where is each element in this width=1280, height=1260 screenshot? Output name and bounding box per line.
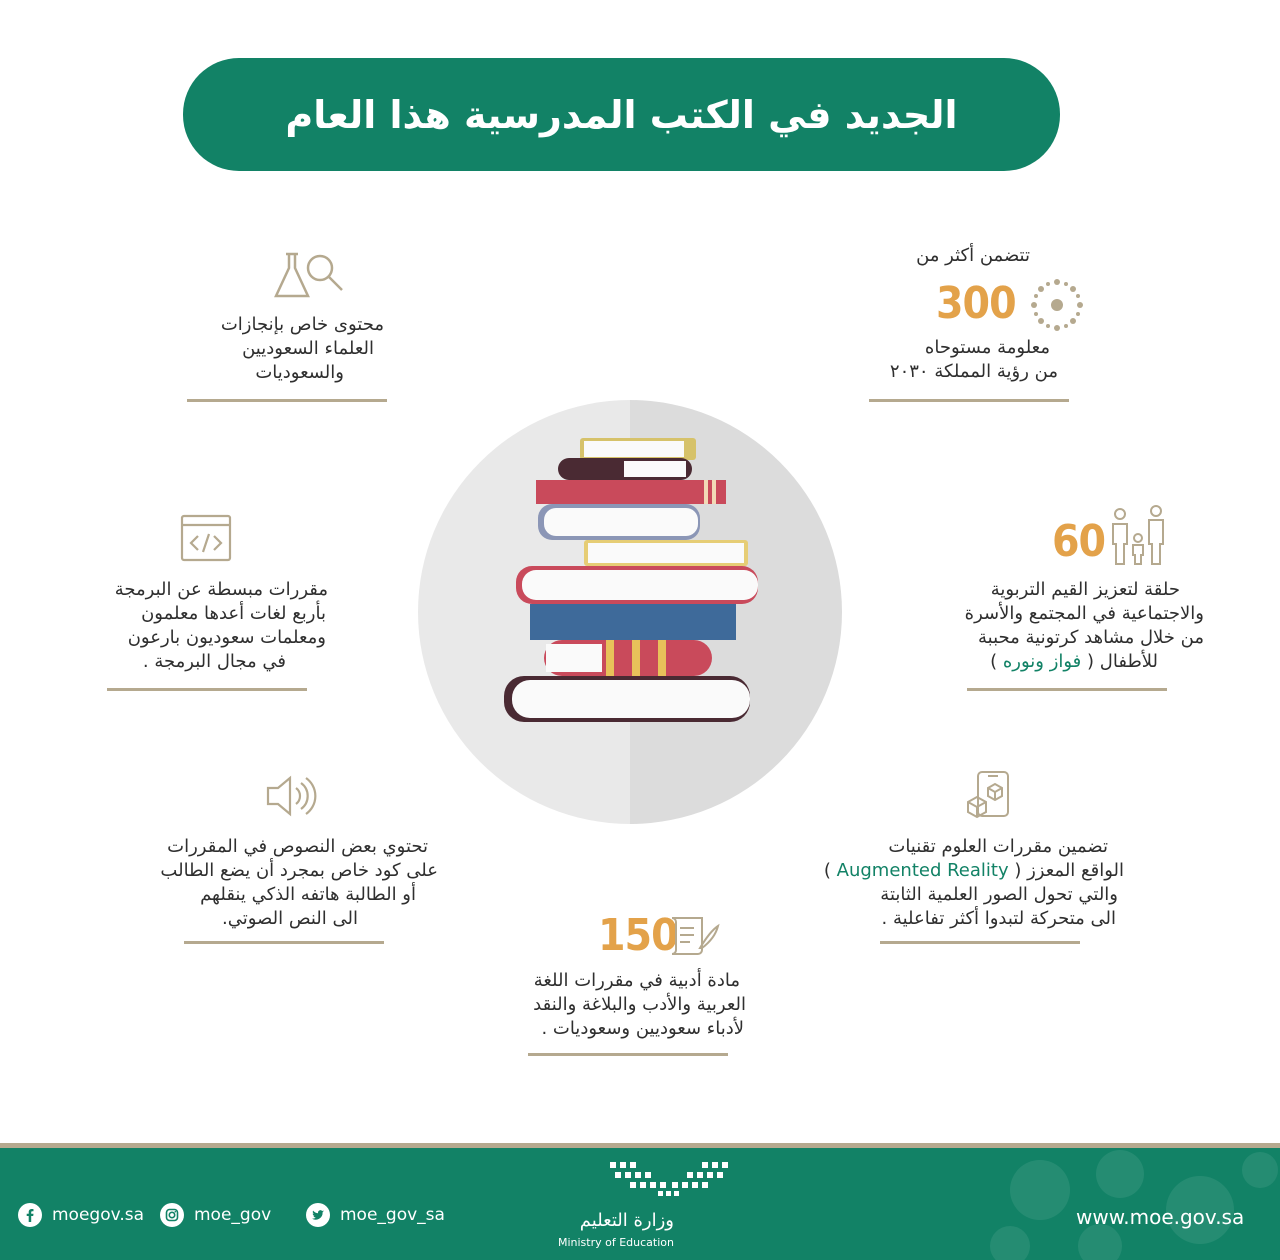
instagram-link[interactable] xyxy=(160,1203,271,1227)
footer-top-line xyxy=(0,1143,1280,1148)
website-link[interactable]: www.moe.gov.sa xyxy=(1076,1205,1245,1229)
book-stack-illustration xyxy=(418,400,842,824)
literature-line3: لأدباء سعوديين وسعوديات . xyxy=(541,1018,744,1039)
family-line3: من خلال مشاهد كرتونية محببة xyxy=(978,627,1204,648)
vision-number: 300 xyxy=(936,278,1016,329)
facebook-handle: moegov.sa xyxy=(52,1205,145,1225)
ar-line3: والتي تحول الصور العلمية الثابتة xyxy=(880,884,1118,905)
vision-line2: من رؤية المملكة ٢٠٣٠ xyxy=(889,361,1058,382)
vision-line1: معلومة مستوحاه xyxy=(924,337,1050,358)
facebook-link[interactable] xyxy=(18,1203,144,1227)
instagram-icon xyxy=(160,1203,184,1227)
ar-highlight: Augmented Reality xyxy=(836,860,1009,881)
ar-line2 xyxy=(820,859,1124,883)
programming-line1: مقررات مبسطة عن البرمجة xyxy=(114,579,328,600)
family-line2: والاجتماعية في المجتمع والأسرة xyxy=(964,603,1204,624)
literature-line2: العربية والأدب والبلاغة والنقد xyxy=(533,994,746,1015)
programming-line4: في مجال البرمجة . xyxy=(142,651,286,672)
family-icon xyxy=(1108,504,1170,566)
audio-line4: الى النص الصوتي. xyxy=(221,908,358,929)
family-highlight: فواز ونوره xyxy=(1002,651,1082,672)
page-title: الجديد في الكتب المدرسية هذا العام xyxy=(285,92,958,137)
scientists-line3: والسعوديات xyxy=(255,362,344,383)
family-line4-a: للأطفال ( xyxy=(1087,651,1158,672)
speaker-icon xyxy=(264,772,318,820)
code-window-icon xyxy=(180,514,232,562)
audio-divider xyxy=(184,941,384,944)
family-number: 60 xyxy=(1052,516,1106,567)
facebook-icon xyxy=(18,1203,42,1227)
scientists-line2: العلماء السعوديين xyxy=(242,338,374,359)
family-line1: حلقة لتعزيز القيم التربوية xyxy=(990,579,1180,600)
literature-line1: مادة أدبية في مقررات اللغة xyxy=(533,970,740,991)
ministry-name-ar: وزارة التعليم xyxy=(579,1210,674,1231)
twitter-link[interactable] xyxy=(306,1203,445,1227)
ministry-name-en: Ministry of Education xyxy=(557,1236,674,1249)
programming-line2: بأربع لغات أعدها معلمون xyxy=(141,603,326,624)
flask-magnifier-icon xyxy=(272,248,348,302)
vision-intro: تتضمن أكثر من xyxy=(916,245,1030,266)
phone-ar-cubes-icon xyxy=(964,770,1014,826)
audio-line1: تحتوي بعض النصوص في المقررات xyxy=(167,836,428,857)
ar-line2-c: ) xyxy=(823,860,831,881)
family-divider xyxy=(967,688,1167,691)
ar-line2-a: الواقع المعزز ( xyxy=(1014,860,1124,881)
instagram-handle: moe_gov xyxy=(194,1205,272,1225)
scientists-line1: محتوى خاص بإنجازات xyxy=(220,314,384,335)
ar-line1: تضمين مقررات العلوم تقنيات xyxy=(888,836,1108,857)
family-line4 xyxy=(940,650,1158,674)
scientists-divider xyxy=(187,399,387,402)
literature-divider xyxy=(528,1053,728,1056)
vision-divider xyxy=(869,399,1069,402)
programming-divider xyxy=(107,688,307,691)
ministry-logo-icon xyxy=(608,1158,732,1198)
audio-line2: على كود خاص بمجرد أن يضع الطالب xyxy=(160,860,438,881)
title-banner xyxy=(183,58,1060,171)
family-line4-c: ) xyxy=(990,651,998,672)
twitter-handle: moe_gov_sa xyxy=(340,1205,445,1225)
twitter-icon xyxy=(306,1203,330,1227)
literature-number: 150 xyxy=(598,910,678,961)
scroll-quill-icon xyxy=(666,914,720,958)
programming-line3: ومعلمات سعوديون بارعون xyxy=(127,627,326,648)
ar-line4: الى متحركة لتبدوا أكثر تفاعلية . xyxy=(881,908,1116,929)
ar-divider xyxy=(880,941,1080,944)
saudi-vision-2030-emblem-icon xyxy=(1026,274,1088,336)
audio-line3: أو الطالبة هاتفه الذكي ينقلهم xyxy=(200,884,416,905)
